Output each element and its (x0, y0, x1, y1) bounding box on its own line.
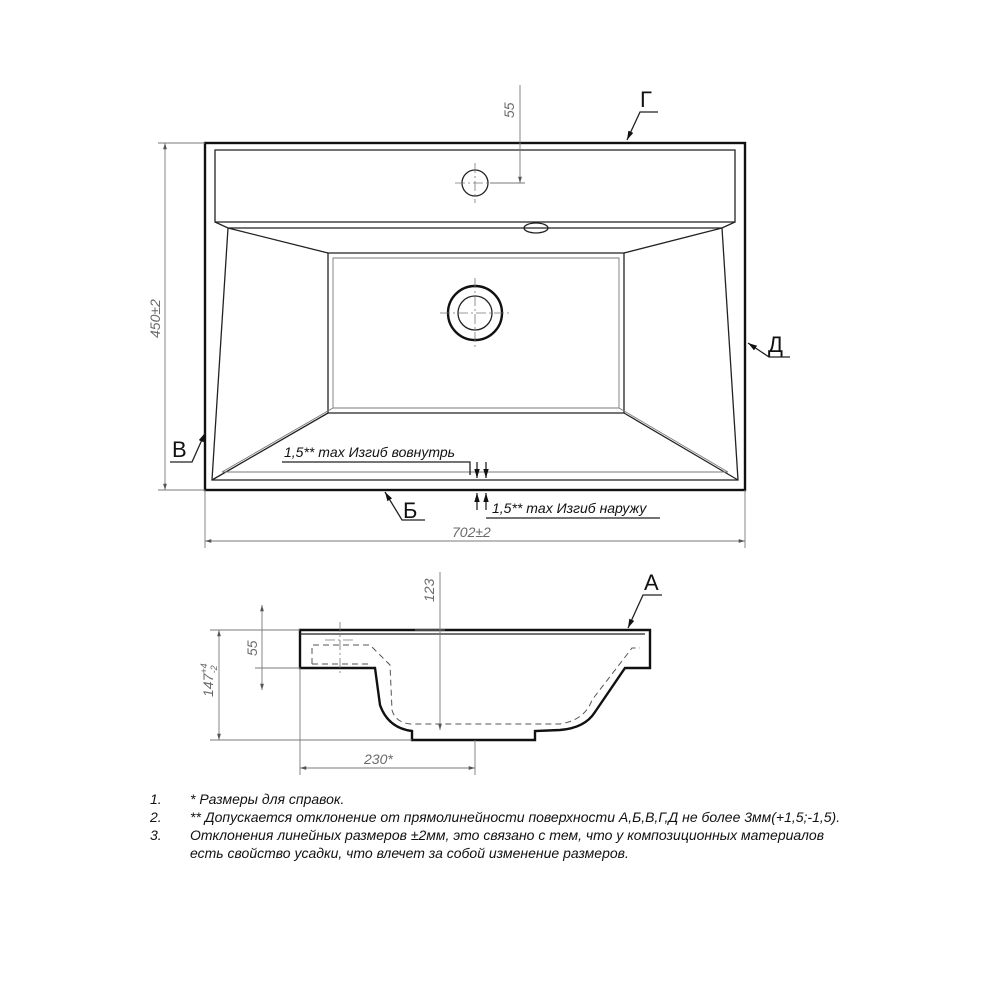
note-item (150, 790, 850, 808)
label-d: Д (768, 332, 783, 357)
note-text: * Размеры для справок. (190, 791, 345, 807)
dim-drain-offset-label: 230* (364, 751, 393, 767)
note-item (150, 826, 850, 862)
bend-inward-label: 1,5** max Изгиб вовнутрь (284, 444, 456, 460)
label-g: Г (640, 87, 652, 112)
side-view (199, 570, 662, 775)
top-view (147, 85, 790, 548)
bend-outward-label: 1,5** max Изгиб наружу (492, 500, 647, 516)
note-number: 1. (150, 791, 162, 807)
notes-block (150, 790, 850, 862)
basin-bottom (328, 253, 624, 413)
note-number: 3. (150, 827, 162, 843)
note-text: ** Допускается отклонение от прямолинейности поверхности А,Б,В,Г,Д не более 3мм(+1,5;-1,5). (190, 809, 841, 825)
shelf-edge (215, 222, 735, 228)
dim-height-label: $147^{+4}-2$ (199, 663, 219, 697)
dim-rim-label: 55 (244, 640, 260, 656)
label-a: А (644, 570, 659, 595)
basin-bottom-inner (333, 258, 619, 408)
note-text: Отклонения линейных размеров ±2мм, это связано с тем, что у композиционных материалов есть свойство усадки, что влечет за собой изменение размеров. (190, 827, 825, 861)
side-hidden-contour (312, 645, 640, 724)
dim-depth-label: 450±2 (147, 299, 163, 338)
note-number: 2. (150, 809, 162, 825)
dim-bowl-depth-label: 123 (421, 578, 437, 602)
dim-overflow-label: 55 (501, 102, 517, 118)
side-rim-profile (300, 630, 650, 740)
label-v: В (172, 437, 187, 462)
note-item (150, 808, 850, 826)
basin-outer-edge (212, 228, 738, 480)
label-b: Б (403, 498, 418, 523)
dim-width-label: 702±2 (452, 524, 491, 540)
drain-outer (448, 286, 502, 340)
